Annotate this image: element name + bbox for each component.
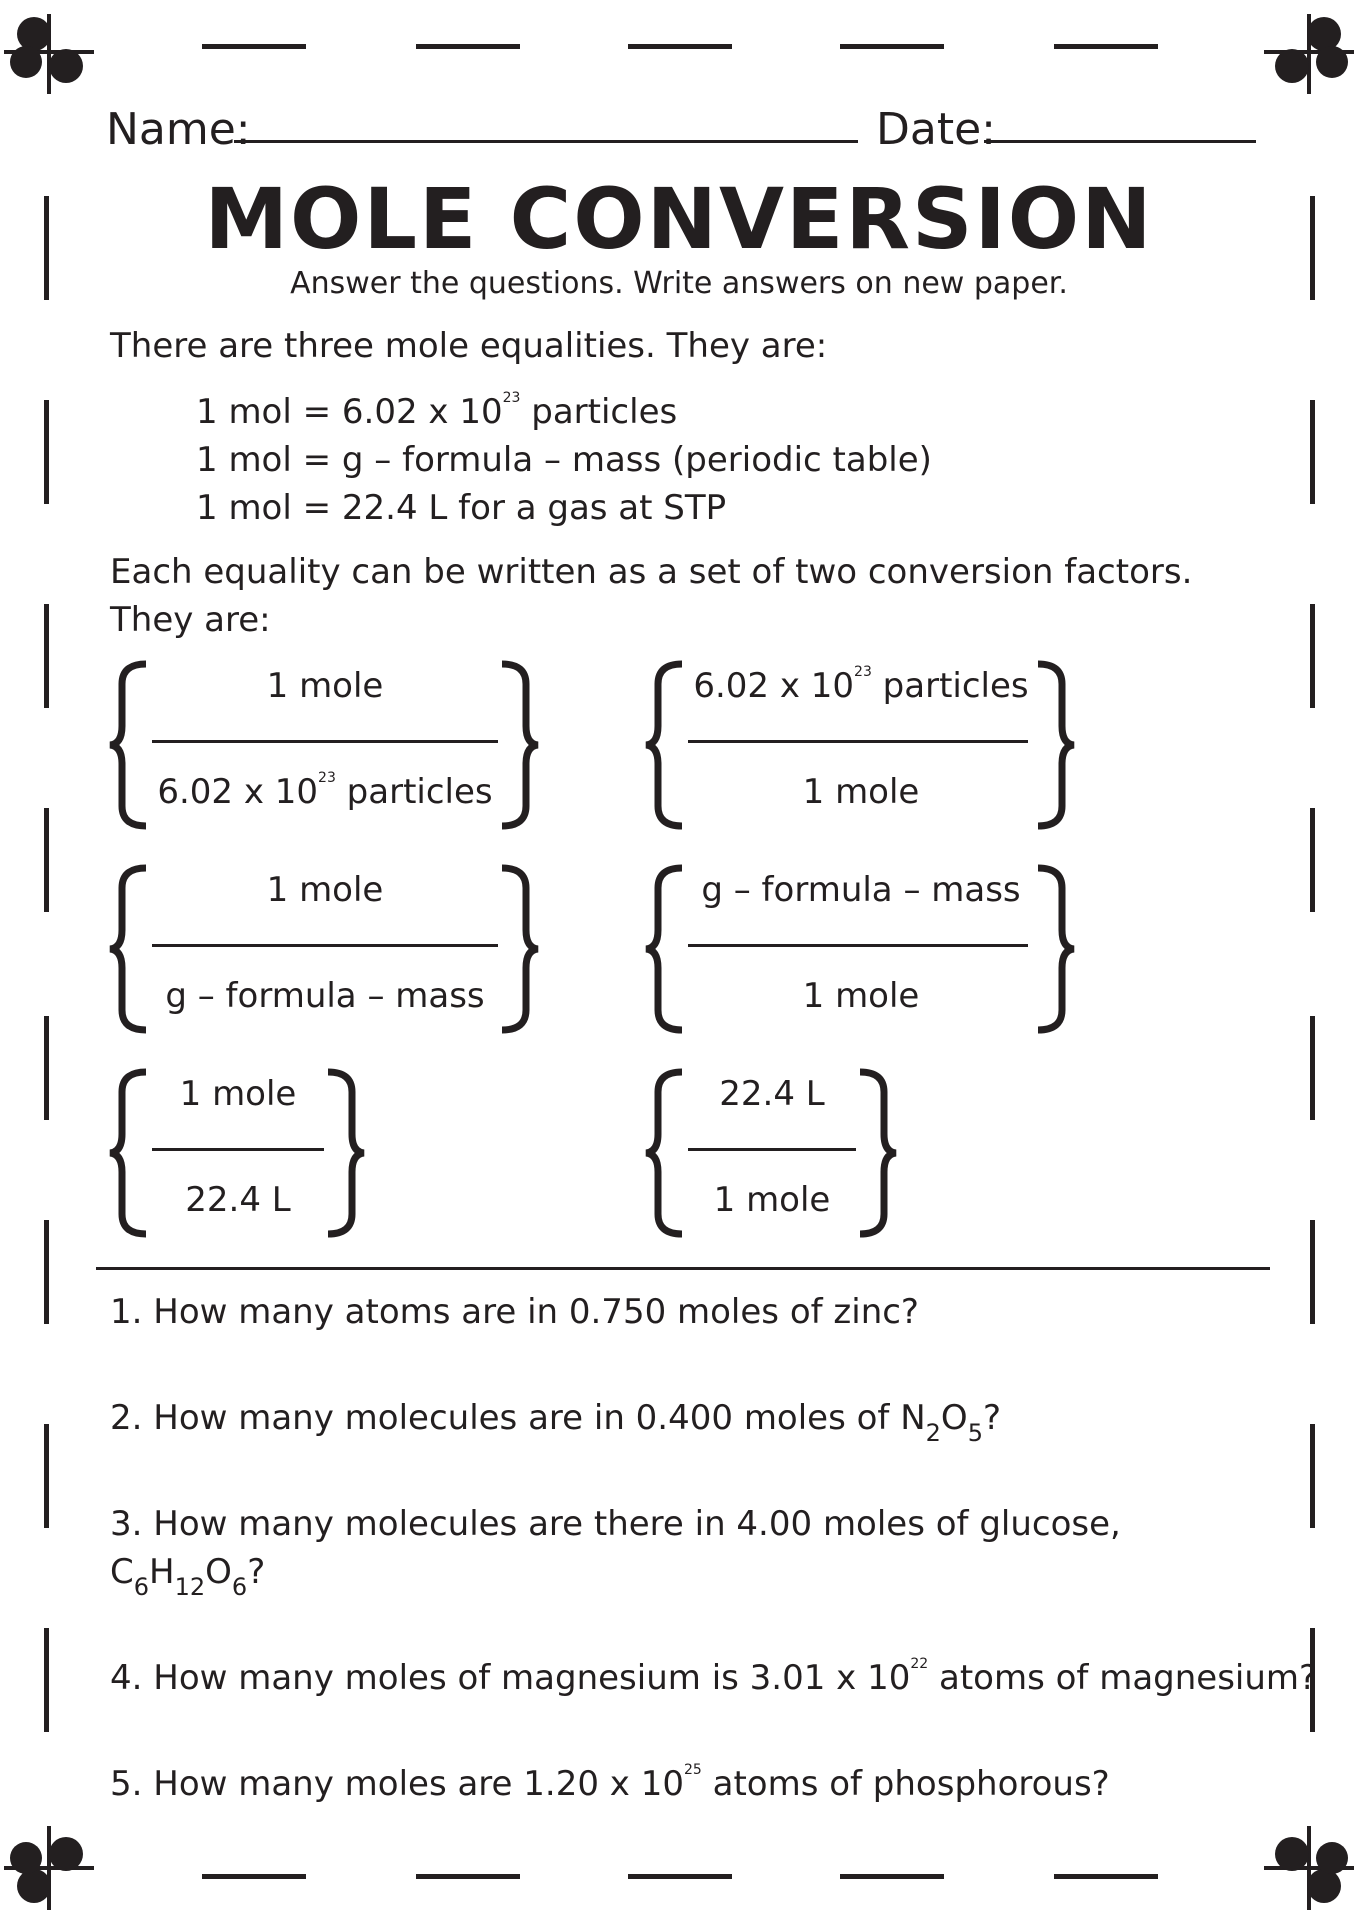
factor-denominator: g – formula – mass — [165, 976, 485, 1016]
border-dash — [416, 44, 520, 49]
border-dash — [840, 44, 944, 49]
border-dash — [840, 1874, 944, 1879]
fraction-bar — [688, 740, 1028, 743]
conversion-factor — [642, 864, 1078, 1034]
date-label: Date: — [876, 104, 996, 155]
border-dash — [628, 44, 732, 49]
border-dash — [44, 808, 49, 912]
left-brace-icon — [642, 1068, 692, 1238]
equality-particles: 1 mol = 6.02 x $10^{23}$ particles — [196, 390, 678, 432]
name-field[interactable] — [234, 140, 858, 143]
border-dash — [1310, 808, 1315, 912]
right-brace-icon — [850, 1068, 900, 1238]
border-dash — [1310, 1424, 1315, 1528]
question-2: 2. How many molecules are in 0.400 moles of $N_2O_5$? — [110, 1398, 1002, 1447]
equality-mass: 1 mol = g – formula – mass (periodic table) — [196, 440, 932, 480]
border-dash — [628, 1874, 732, 1879]
border-dash — [44, 1628, 49, 1732]
question-1: 1. How many atoms are in 0.750 moles of zinc? — [110, 1292, 919, 1332]
right-brace-icon — [492, 864, 542, 1034]
right-brace-icon — [1028, 660, 1078, 830]
section-divider — [96, 1267, 1270, 1270]
conversion-factor — [106, 864, 542, 1034]
intro-line: They are: — [110, 600, 271, 640]
border-dash — [1310, 1220, 1315, 1324]
left-brace-icon — [106, 864, 156, 1034]
fraction-bar — [152, 740, 498, 743]
factor-denominator: 1 mole — [802, 976, 920, 1016]
left-brace-icon — [106, 660, 156, 830]
factor-denominator: 1 mole — [802, 772, 920, 812]
border-dash — [44, 400, 49, 504]
border-dash — [202, 44, 306, 49]
conversion-factor — [642, 1068, 904, 1238]
factor-numerator: 1 mole — [266, 666, 384, 706]
question-4: 4. How many moles of magnesium is 3.01 x $10^{22}$ atoms of magnesium? — [110, 1656, 1318, 1698]
factor-numerator: 1 mole — [266, 870, 384, 910]
factor-denominator: 1 mole — [713, 1180, 831, 1220]
intro-line: There are three mole equalities. They are: — [110, 326, 828, 366]
corner-ornament-icon — [1264, 4, 1354, 94]
corner-ornament-icon — [1264, 1826, 1354, 1916]
fraction-bar — [152, 944, 498, 947]
factor-numerator: g – formula – mass — [701, 870, 1021, 910]
border-dash — [44, 604, 49, 708]
border-dash — [1310, 1016, 1315, 1120]
date-field[interactable] — [984, 140, 1256, 143]
question-3: 3. How many molecules are there in 4.00 moles of glucose, — [110, 1504, 1121, 1544]
border-dash — [202, 1874, 306, 1879]
conversion-factor — [106, 660, 542, 830]
border-dash — [1054, 1874, 1158, 1879]
border-dash — [1310, 400, 1315, 504]
conversion-factor — [106, 1068, 368, 1238]
factor-numerator: 1 mole — [179, 1074, 297, 1114]
right-brace-icon — [492, 660, 542, 830]
factor-numerator: 6.02 x $10^{23}$ particles — [693, 664, 1029, 706]
intro-line: Each equality can be written as a set of two conversion factors. — [110, 552, 1193, 592]
factor-denominator: 6.02 x $10^{23}$ particles — [157, 770, 493, 812]
border-dash — [1054, 44, 1158, 49]
border-dash — [44, 1016, 49, 1120]
fraction-bar — [688, 1148, 856, 1151]
border-dash — [416, 1874, 520, 1879]
border-dash — [44, 1220, 49, 1324]
left-brace-icon — [642, 660, 692, 830]
name-label: Name: — [106, 104, 251, 155]
border-dash — [44, 1424, 49, 1528]
left-brace-icon — [106, 1068, 156, 1238]
right-brace-icon — [1028, 864, 1078, 1034]
border-dash — [1310, 604, 1315, 708]
question-5: 5. How many moles are 1.20 x $10^{25}$ atoms of phosphorous? — [110, 1762, 1110, 1804]
page-title: MOLE CONVERSION — [204, 170, 1154, 268]
conversion-factor — [642, 660, 1078, 830]
question-3-formula: $C_6H_{12}O_6$? — [110, 1552, 266, 1601]
corner-ornament-icon — [4, 4, 94, 94]
fraction-bar — [688, 944, 1028, 947]
corner-ornament-icon — [4, 1826, 94, 1916]
instructions: Answer the questions. Write answers on new paper. — [290, 266, 1068, 301]
left-brace-icon — [642, 864, 692, 1034]
right-brace-icon — [318, 1068, 368, 1238]
equality-volume: 1 mol = 22.4 L for a gas at STP — [196, 488, 727, 528]
factor-numerator: 22.4 L — [719, 1074, 825, 1114]
fraction-bar — [152, 1148, 324, 1151]
factor-denominator: 22.4 L — [185, 1180, 291, 1220]
